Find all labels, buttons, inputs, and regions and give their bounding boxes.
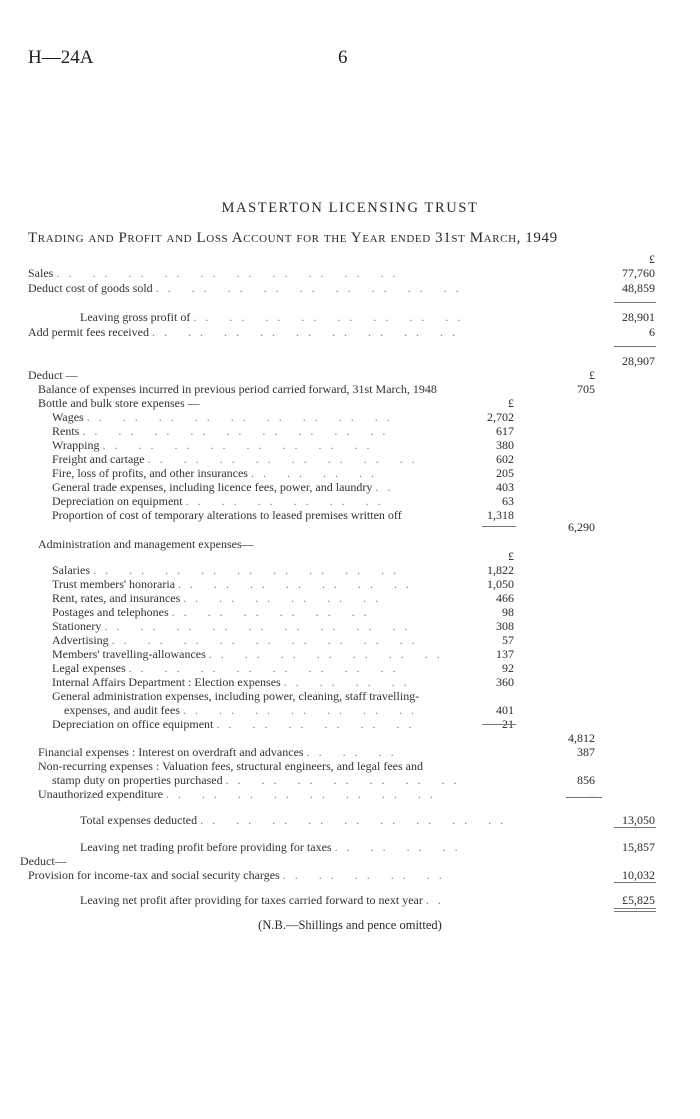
admin-item — [0, 689, 700, 704]
row-nonrecurring — [0, 759, 700, 774]
row-balance-forward — [0, 382, 700, 397]
admin-item: Depreciation on office equipment .. .. .. .. .. .. 21 — [52, 717, 514, 731]
rule — [614, 302, 656, 303]
row-label: Freight and cartage — [52, 452, 145, 466]
bottle-item: General trade expenses, including licence fees, power, and laundry .. 403 — [52, 480, 514, 494]
row-value: 602 — [496, 452, 514, 466]
row-value: 15,857 — [622, 840, 655, 854]
row-label: Leaving net trading profit before providing for taxes — [80, 840, 332, 854]
double-rule-top — [614, 908, 656, 909]
row-value: 10,032 — [622, 868, 655, 882]
row-label: Balance of expenses incurred in previous period carried forward, 31st March, 1948 — [38, 382, 437, 396]
section-heading: Bottle and bulk store expenses — — [38, 396, 200, 410]
row-label: Stationery — [52, 619, 102, 633]
row-label: Legal expenses — [52, 661, 126, 675]
row-label: Non-recurring expenses : Valuation fees, structural engineers, and legal fees and — [38, 759, 423, 773]
admin-item: Advertising .. .. .. .. .. .. .. .. .. 57 — [52, 633, 514, 647]
row-value: £5,825 — [622, 893, 655, 907]
bottle-item: Depreciation on equipment .. .. .. .. .. .. 63 — [52, 494, 514, 508]
rule — [566, 797, 602, 798]
row-deduct-heading — [0, 368, 700, 383]
bottle-item: Freight and cartage .. .. .. .. .. .. .. .. 602 — [52, 452, 514, 466]
admin-item: Internal Affairs Department : Election expenses .. .. .. .. 360 — [52, 675, 514, 689]
row-cost-of-goods: Deduct cost of goods sold .. .. .. .. .. .. .. .. .. 48,859 — [28, 281, 655, 295]
row-value: 48,859 — [622, 281, 655, 295]
row-value: 1,822 — [487, 563, 514, 577]
row-label: stamp duty on properties purchased — [52, 773, 223, 787]
row-label: Wages — [52, 410, 84, 424]
row-financial-expenses: Financial expenses : Interest on overdraft and advances .. .. .. 387 — [38, 745, 595, 759]
row-value: 360 — [496, 675, 514, 689]
row-label: expenses, and audit fees — [64, 703, 180, 717]
document-reference: H—24A — [28, 47, 94, 68]
document-title: MASTERTON LICENSING TRUST — [221, 200, 479, 216]
row-label: Deduct cost of goods sold — [28, 281, 153, 295]
admin-item: Legal expenses .. .. .. .. .. .. .. .. 92 — [52, 661, 514, 675]
section-heading: Deduct— — [20, 854, 67, 868]
admin-item: Rent, rates, and insurances .. .. .. .. .. .. 466 — [52, 591, 514, 605]
row-value: 308 — [496, 619, 514, 633]
row-value: 4,812 — [568, 731, 595, 745]
row-label: Total expenses deducted — [80, 813, 198, 827]
row-value: 57 — [502, 633, 514, 647]
row-value: 380 — [496, 438, 514, 452]
row-label: Trust members' honoraria — [52, 577, 176, 591]
row-value: 856 — [577, 773, 595, 787]
row-label: General trade expenses, including licence fees, power, and laundry — [52, 480, 373, 494]
admin-item: Salaries .. .. .. .. .. .. .. .. .. 1,822 — [52, 563, 514, 577]
row-value: 1,318 — [487, 508, 514, 522]
row-value: 617 — [496, 424, 514, 438]
row-unauthorized: Unauthorized expenditure .. .. .. .. .. .. .. .. .. — [38, 787, 595, 801]
currency-symbol: £ — [508, 549, 514, 563]
row-value: 2,702 — [487, 410, 514, 424]
row-value: 1,050 — [487, 577, 514, 591]
bottle-item: Wrapping .. .. .. .. .. .. .. .. 380 — [52, 438, 514, 452]
row-label: Rent, rates, and insurances — [52, 591, 181, 605]
document-subtitle: Trading and Profit and Loss Account for the Year ended 31st March, 1949 — [28, 230, 558, 246]
row-net-profit: Leaving net profit after providing for taxes carried forward to next year .. £5,825 — [80, 893, 655, 907]
row-value: 6 — [649, 325, 655, 339]
row-total-expenses: Total expenses deducted .. .. .. .. .. .. .. .. .. 13,050 — [80, 813, 655, 827]
row-label: Financial expenses : Interest on overdraft and advances — [38, 745, 304, 759]
row-value: 705 — [577, 382, 595, 396]
row-value: .. — [589, 787, 595, 801]
row-net-trading-profit: Leaving net trading profit before providing for taxes .. .. .. .. 15,857 — [80, 840, 655, 854]
row-permit-fees: Add permit fees received .. .. .. .. .. .. .. .. .. 6 — [28, 325, 655, 339]
row-value: 63 — [502, 494, 514, 508]
rule — [614, 827, 656, 828]
row-sales: Sales .. .. .. .. .. .. .. .. .. .. 77,760 — [28, 266, 655, 280]
row-label: Sales — [28, 266, 54, 280]
row-value: 137 — [496, 647, 514, 661]
row-label: General administration expenses, including power, cleaning, staff travelling- — [52, 689, 420, 703]
rule — [614, 346, 656, 347]
row-value: 205 — [496, 466, 514, 480]
page-number: 6 — [338, 47, 348, 68]
currency-symbol: £ — [649, 252, 655, 266]
row-label: Provision for income-tax and social security charges — [28, 868, 280, 882]
row-value: 403 — [496, 480, 514, 494]
row-label: Wrapping — [52, 438, 100, 452]
row-label: Unauthorized expenditure — [38, 787, 163, 801]
section-heading: Administration and management expenses— — [38, 537, 254, 551]
row-label: Advertising — [52, 633, 109, 647]
bottle-item: Rents .. .. .. .. .. .. .. .. .. 617 — [52, 424, 514, 438]
row-value: 401 — [496, 703, 514, 717]
row-value: 6,290 — [568, 520, 595, 534]
bottle-item: Fire, loss of profits, and other insurances .. .. .. .. 205 — [52, 466, 514, 480]
row-value: 21 — [502, 717, 514, 731]
row-value: 466 — [496, 591, 514, 605]
row-value: 92 — [502, 661, 514, 675]
row-value: 13,050 — [622, 813, 655, 827]
section-heading: Deduct — — [28, 368, 78, 382]
row-label: Proportion of cost of temporary alterations to leased premises written off — [52, 508, 402, 522]
rule — [614, 882, 656, 883]
footnote: (N.B.—Shillings and pence omitted) — [258, 918, 442, 932]
row-label: Depreciation on office equipment — [52, 717, 214, 731]
admin-item: expenses, and audit fees .. .. .. .. .. .. .. 401 — [64, 703, 514, 717]
row-bottle-heading — [0, 396, 700, 411]
row-value: 98 — [502, 605, 514, 619]
row-label: Salaries — [52, 563, 90, 577]
row-tax-provision: Provision for income-tax and social security charges .. .. .. .. .. 10,032 — [28, 868, 655, 882]
row-sales-currency — [0, 252, 700, 267]
currency-symbol: £ — [589, 368, 595, 382]
row-label: Postages and telephones — [52, 605, 169, 619]
admin-item: Stationery .. .. .. .. .. .. .. .. .. 308 — [52, 619, 514, 633]
row-label: Fire, loss of profits, and other insurances — [52, 466, 248, 480]
row-label: Add permit fees received — [28, 325, 149, 339]
row-label: Depreciation on equipment — [52, 494, 183, 508]
row-admin-currency — [0, 549, 700, 564]
row-subtotal — [0, 354, 700, 369]
row-admin-total — [0, 731, 700, 746]
admin-item: Trust members' honoraria .. .. .. .. .. .. .. 1,050 — [52, 577, 514, 591]
row-bottle-total — [0, 520, 700, 535]
admin-item: Postages and telephones .. .. .. .. .. .. 98 — [52, 605, 514, 619]
row-label: Leaving gross profit of — [80, 310, 191, 324]
row-value: 28,901 — [622, 310, 655, 324]
row-value: 77,760 — [622, 266, 655, 280]
currency-symbol: £ — [508, 396, 514, 410]
admin-item: Members' travelling-allowances .. .. .. .. .. .. .. 137 — [52, 647, 514, 661]
row-gross-profit: Leaving gross profit of .. .. .. .. .. .. .. .. 28,901 — [80, 310, 655, 324]
bottle-item: Wages .. .. .. .. .. .. .. .. .. 2,702 — [52, 410, 514, 424]
double-rule-bottom — [614, 911, 656, 912]
row-value: 387 — [577, 745, 595, 759]
row-label: Leaving net profit after providing for taxes carried forward to next year — [80, 893, 423, 907]
rule — [482, 724, 516, 725]
row-label: Members' travelling-allowances — [52, 647, 206, 661]
row-nonrecurring-cont: stamp duty on properties purchased .. .. .. .. .. .. .. 856 — [52, 773, 595, 787]
row-deduct2-heading — [0, 854, 700, 869]
row-label: Rents — [52, 424, 80, 438]
row-label: Internal Affairs Department : Election expenses — [52, 675, 281, 689]
row-value: 28,907 — [622, 354, 655, 368]
